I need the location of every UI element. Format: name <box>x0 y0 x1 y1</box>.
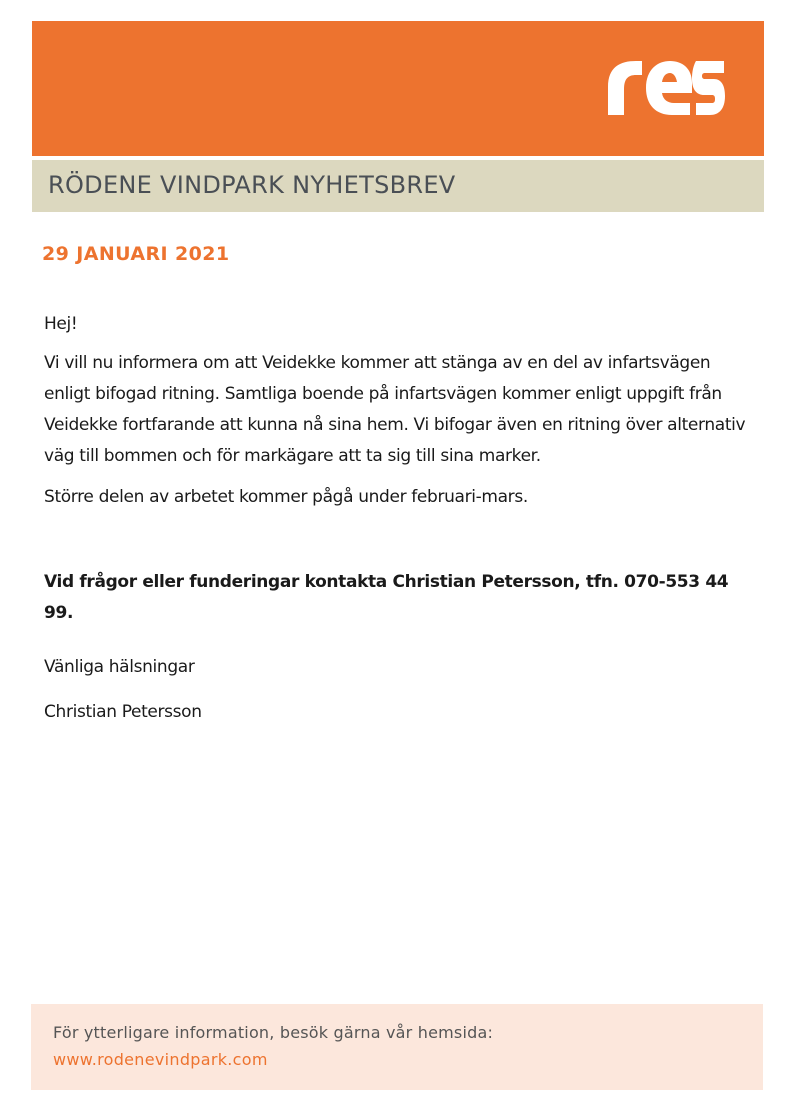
greeting: Hej! <box>44 314 78 334</box>
signature: Christian Petersson <box>44 702 202 722</box>
closing: Vänliga hälsningar <box>44 657 195 677</box>
newsletter-title: RÖDENE VINDPARK NYHETSBREV <box>48 171 456 199</box>
newsletter-date: 29 JANUARI 2021 <box>42 243 230 265</box>
title-bar <box>32 160 764 212</box>
paragraph-1: Vi vill nu informera om att Veidekke kommer att stänga av en del av infartsvägen enligt bifogad ritning. Samtliga boende på infartsvägen kommer enligt uppgift från Veidekke fortfarande att kunna nå sina hem. Vi bifogar även en ritning över alternativ väg till bommen och för markägare att ta sig till sina marker. <box>44 353 746 466</box>
footer-box <box>31 1004 763 1090</box>
contact-info: Vid frågor eller funderingar kontakta Christian Petersson, tfn. 070-553 44 99. <box>44 572 729 623</box>
footer-text: För ytterligare information, besök gärna vår hemsida: <box>53 1023 494 1042</box>
res-logo <box>606 57 726 117</box>
website-link[interactable]: www.rodenevindpark.com <box>53 1050 268 1069</box>
header-banner <box>32 21 764 156</box>
paragraph-2: Större delen av arbetet kommer pågå under februari-mars. <box>44 487 528 507</box>
